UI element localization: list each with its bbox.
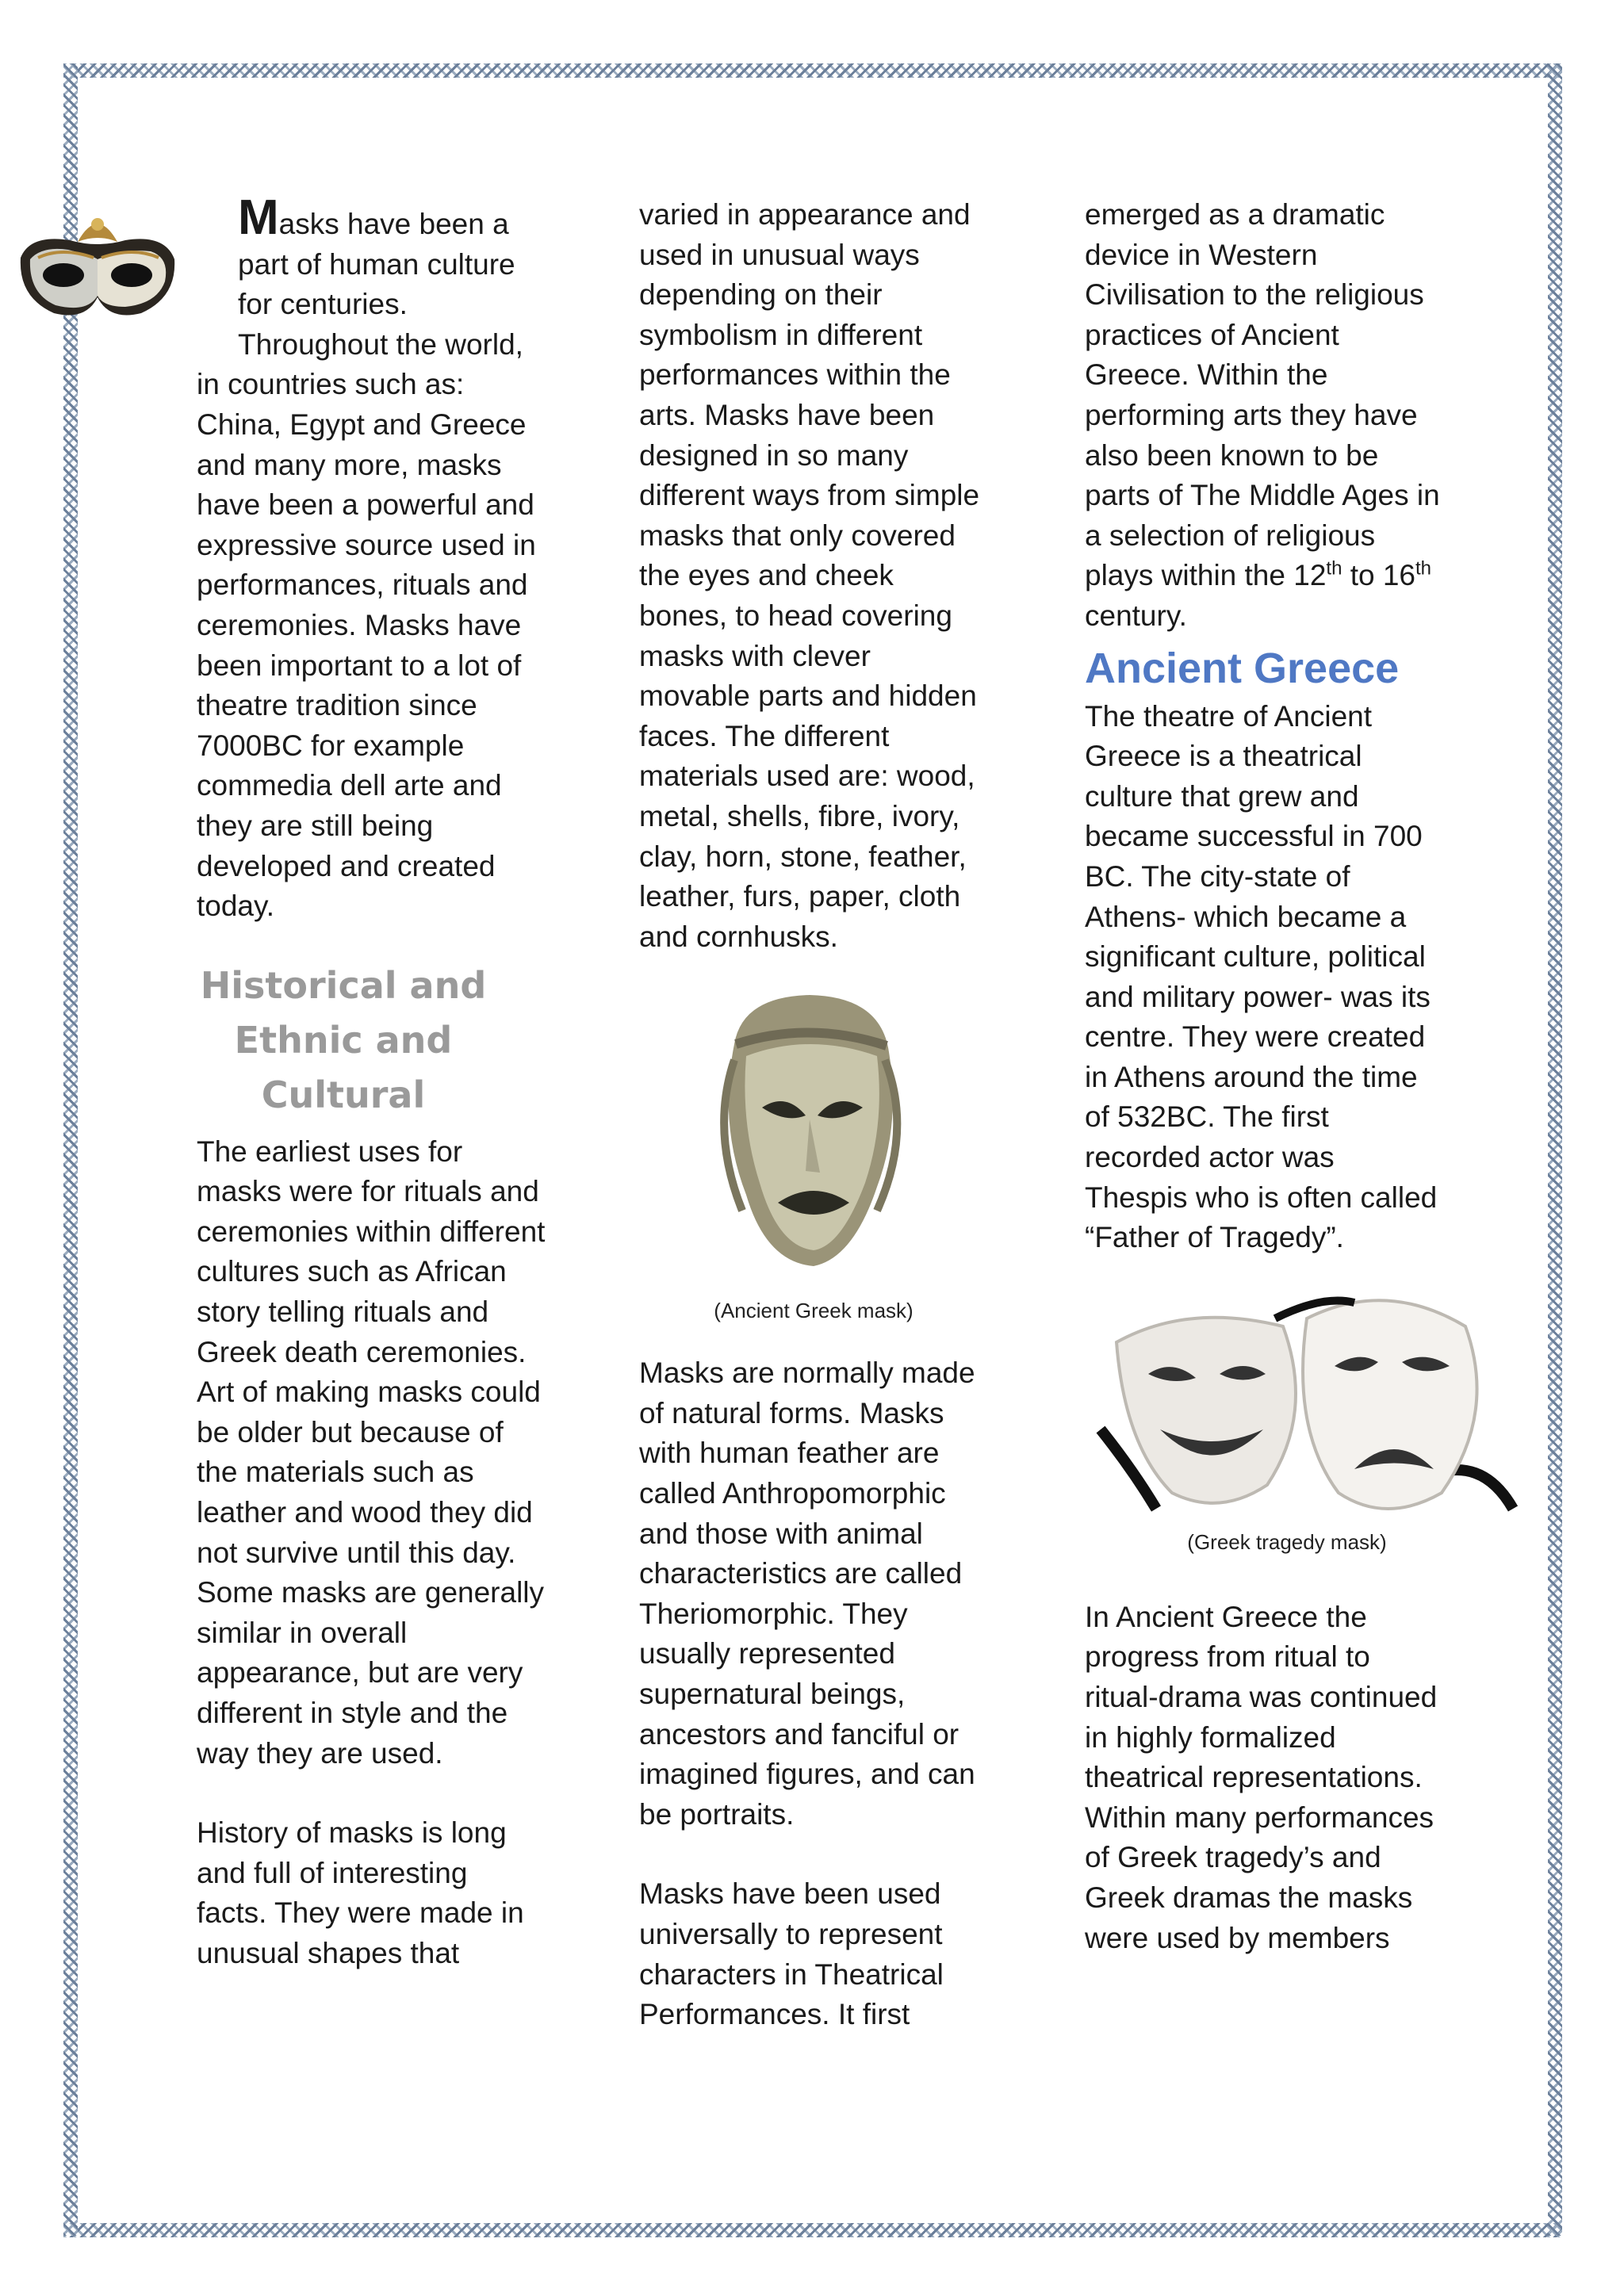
intro-text: asks have been a part of human culture for centuries. xyxy=(238,208,515,321)
page-border-right xyxy=(1548,63,1562,2236)
heading-historical: Historical and Ethnic and Cultural xyxy=(200,963,487,1116)
caption-ancient-greek-mask: (Ancient Greek mask) xyxy=(714,1299,914,1323)
paragraph-ritual-drama: In Ancient Greece the progress from ritual to ritual-drama was continued in highly formalized theatrical representations. Within many performances of Greek tragedy’s and Greek dramas the masks were used by members xyxy=(1085,1600,1438,1954)
paragraph-natural-forms: Masks are normally made of natural forms. Masks with human feather are called Anthropomorphic and those with animal characteristics are called Theriomorphic. They usually represented supernatural beings, ancestors and fanciful or imagined figures, and can be portraits. xyxy=(639,1357,975,1831)
column-1 xyxy=(197,190,546,1974)
ancient-greek-mask-image xyxy=(687,989,933,1274)
paragraph-used-universally: Masks have been used universally to represent characters in Theatrical Performances. It first xyxy=(639,1877,944,2031)
paragraph-throughout: Throughout the world, in countries such as: China, Egypt and Greece and many more, masks have been a powerful and expressive source used in performances, rituals and ceremonies. Masks have been important to a lot of theatre tradition since 7000BC for example commedia dell arte and they are still being developed and created today. xyxy=(197,327,536,923)
heading-ancient-greece: Ancient Greece xyxy=(1085,644,1400,692)
paragraph-earliest-uses: The earliest uses for masks were for rituals and ceremonies within different cultures such as African story telling rituals and Greek death ceremonies. Art of making masks could be older but because of the materials such as leather and wood they did not survive until this day. Some masks are generally similar in overall appearance, but are very different in style and the way they are used. xyxy=(197,1135,546,1770)
paragraph-emerged: emerged as a dramatic device in Western Civilisation to the religious practices of Ancient Greece. Within the performing arts they have also been known to be parts of The Middle Ages in a selection of religious plays within the 12th to 16th century. xyxy=(1085,198,1440,632)
page-border-bottom xyxy=(63,2223,1562,2237)
page-border-left xyxy=(63,63,78,2236)
drop-cap: M xyxy=(238,190,279,245)
column-2 xyxy=(639,195,988,2035)
paragraph-history: History of masks is long and full of interesting facts. They were made in unusual shapes that xyxy=(197,1816,524,1969)
caption-greek-tragedy-mask: (Greek tragedy mask) xyxy=(1187,1529,1387,1554)
venetian-mask-image xyxy=(14,202,181,353)
column-3 xyxy=(1085,195,1442,1958)
tragedy-comedy-masks-image xyxy=(1085,1271,1529,1533)
intro-paragraph xyxy=(197,190,546,325)
paragraph-theatre-ancient-greece: The theatre of Ancient Greece is a theatrical culture that grew and became successful in 700 BC. The city-state of Athens- which became a significant culture, political and military power- was its centre. They were created in Athens around the time of 532BC. The first recorded actor was Thespis who is often called “Father of Tragedy”. xyxy=(1085,699,1438,1254)
paragraph-varied-appearance: varied in appearance and used in unusual ways depending on their symbolism in different performances within the arts. Masks have been designed in so many different ways from simple masks that only covered the eyes and cheek bones, to head covering masks with clever movable parts and hidden faces. The different materials used are: wood, metal, shells, fibre, ivory, clay, horn, stone, feather, leather, furs, paper, cloth and cornhusks. xyxy=(639,198,980,953)
page-border-top xyxy=(63,63,1562,78)
